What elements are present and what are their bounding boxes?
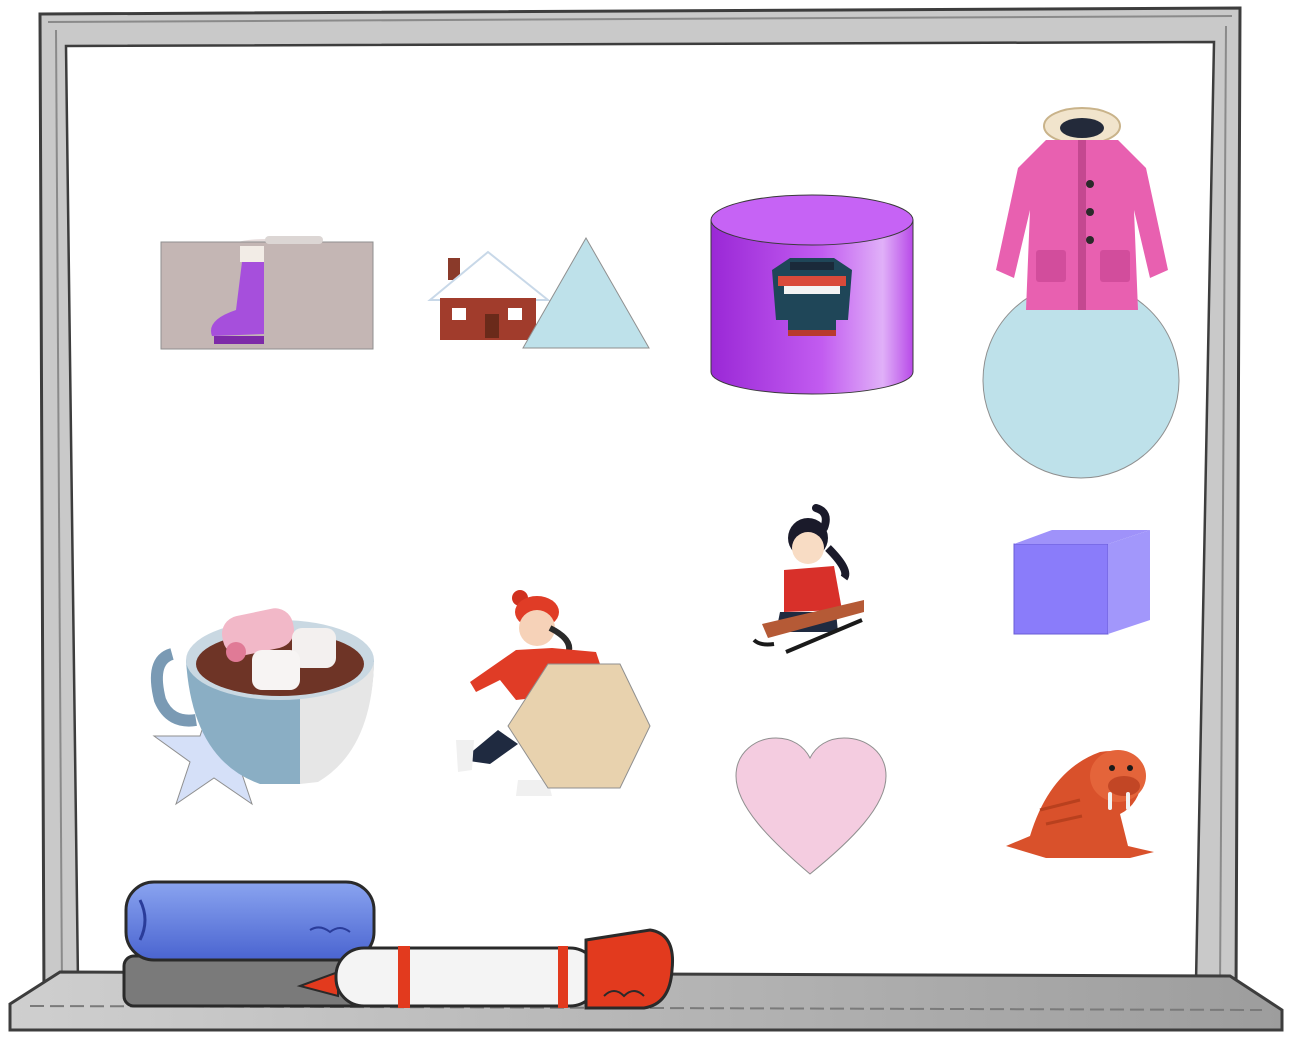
cube-card[interactable] (1014, 530, 1150, 634)
cube-shape (1014, 530, 1150, 634)
sweater-card[interactable] (711, 195, 913, 394)
rectangle-shape (161, 242, 373, 349)
circle-shape (983, 282, 1179, 478)
boot-card[interactable] (161, 236, 373, 349)
